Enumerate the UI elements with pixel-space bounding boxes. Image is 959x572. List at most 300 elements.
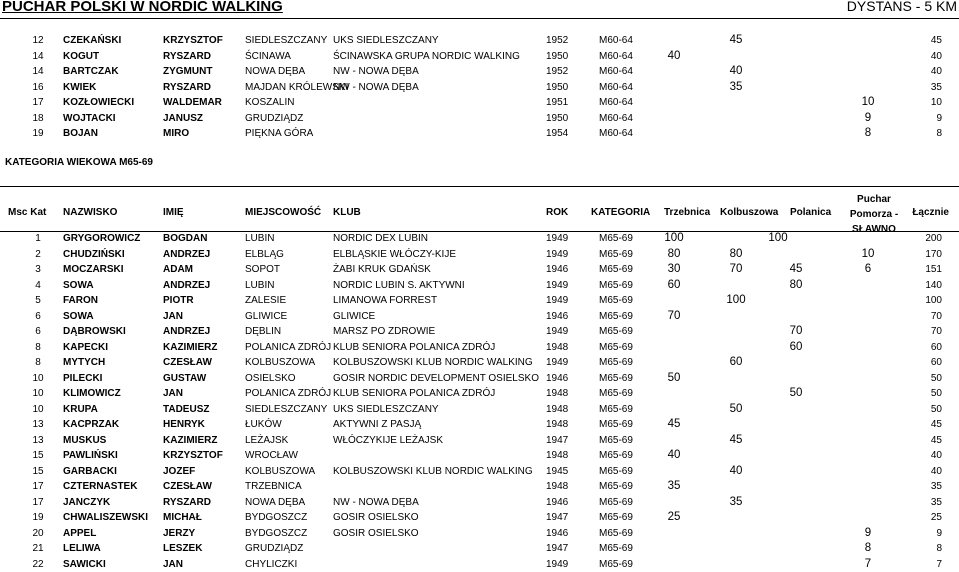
total-points-cell: 45 [930, 434, 942, 446]
city-cell: GRUDZIĄDZ [245, 543, 304, 554]
position-cell: 8 [35, 341, 41, 353]
kolbuszowa-points-cell: 45 [729, 433, 743, 446]
city-cell: ŚCINAWA [245, 50, 291, 62]
category-cell: M65-69 [599, 279, 633, 291]
table-row [0, 80, 959, 96]
year-cell: 1950 [546, 81, 569, 93]
table-row [0, 247, 959, 263]
col-header-first: IMIĘ [163, 207, 184, 218]
city-cell: POLANICA ZDRÓJ [245, 341, 332, 353]
category-cell: M65-69 [599, 341, 633, 353]
city-cell: DĘBLIN [245, 326, 282, 337]
position-cell: 14 [32, 50, 44, 62]
city-cell: NOWA DĘBA [245, 66, 306, 77]
trzebnica-points-cell: 40 [667, 49, 681, 62]
position-cell: 4 [35, 279, 41, 291]
col-header-kolbuszowa: Kolbuszowa [720, 207, 779, 218]
surname-cell: FARON [63, 295, 98, 306]
city-cell: NOWA DĘBA [245, 496, 306, 508]
position-cell: 10 [32, 372, 44, 384]
puchar-pomorza-points-cell: 8 [864, 127, 872, 139]
club-cell: GOSIR OSIELSKO [333, 512, 419, 523]
distance-label: DYSTANS - 5 KM [846, 0, 957, 14]
surname-cell: SOWA [63, 279, 94, 291]
table-row [0, 293, 959, 309]
total-points-cell: 40 [930, 50, 942, 62]
year-cell: 1949 [546, 295, 569, 306]
total-points-cell: 40 [930, 450, 942, 461]
col-header-puchar-line3: SŁAWNO [852, 224, 896, 235]
surname-cell: DĄBROWSKI [63, 326, 126, 337]
position-cell: 18 [32, 112, 44, 124]
table-row [0, 340, 959, 356]
surname-cell: MOCZARSKI [63, 264, 124, 275]
kolbuszowa-points-cell: 50 [729, 402, 743, 415]
city-cell: CHYLICZKI [245, 558, 298, 570]
category-cell: M65-69 [599, 419, 633, 430]
kolbuszowa-points-cell: 45 [729, 34, 743, 46]
surname-cell: KWIEK [63, 81, 97, 93]
firstname-cell: KAZIMIERZ [163, 434, 218, 446]
firstname-cell: KRZYSZTOF [163, 35, 223, 46]
polanica-points-cell: 70 [789, 325, 803, 337]
total-points-cell: 45 [930, 419, 942, 430]
surname-cell: PAWLIŃSKI [63, 450, 118, 461]
puchar-pomorza-points-cell: 8 [864, 542, 872, 554]
total-points-cell: 8 [936, 128, 942, 139]
category-cell: M65-69 [599, 388, 633, 399]
city-cell: KOSZALIN [245, 97, 295, 108]
results-table-m60-64 [0, 33, 959, 142]
surname-cell: KACPRZAK [63, 419, 120, 430]
total-points-cell: 35 [930, 481, 942, 492]
position-cell: 19 [32, 512, 44, 523]
surname-cell: CHWALISZEWSKI [63, 512, 148, 523]
page-header [0, 0, 959, 19]
col-header-polanica: Polanica [790, 207, 832, 218]
year-cell: 1949 [546, 279, 569, 291]
position-cell: 10 [32, 403, 44, 415]
position-cell: 19 [32, 128, 44, 139]
table-row [0, 111, 959, 127]
col-header-puchar-line1: Puchar [857, 194, 891, 205]
col-header-total: Łącznie [912, 207, 949, 218]
firstname-cell: JERZY [163, 527, 196, 539]
col-header-city: MIEJSCOWOŚĆ [245, 207, 322, 218]
total-points-cell: 60 [930, 357, 942, 368]
table-row [0, 371, 959, 387]
firstname-cell: JAN [163, 388, 184, 399]
firstname-cell: HENRYK [163, 419, 205, 430]
table-row [0, 355, 959, 371]
table-row [0, 309, 959, 325]
year-cell: 1948 [546, 403, 569, 415]
total-points-cell: 9 [936, 527, 942, 539]
total-points-cell: 70 [930, 310, 942, 322]
category-cell: M65-69 [599, 310, 633, 322]
year-cell: 1952 [546, 35, 569, 46]
col-header-trzebnica: Trzebnica [664, 207, 711, 218]
kolbuszowa-points-cell: 80 [729, 247, 743, 260]
year-cell: 1949 [546, 326, 569, 337]
club-cell: LIMANOWA FORREST [333, 295, 438, 306]
club-cell: ŚCINAWSKA GRUPA NORDIC WALKING [333, 50, 520, 62]
club-cell: UKS SIEDLESZCZANY [333, 35, 439, 46]
total-points-cell: 50 [930, 403, 942, 415]
position-cell: 6 [35, 326, 41, 337]
trzebnica-points-cell: 100 [664, 232, 684, 244]
city-cell: BYDGOSZCZ [245, 527, 308, 539]
trzebnica-points-cell: 70 [667, 309, 681, 322]
year-cell: 1951 [546, 97, 569, 108]
total-points-cell: 10 [930, 97, 942, 108]
surname-cell: GARBACKI [63, 465, 117, 477]
surname-cell: MYTYCH [63, 357, 106, 368]
total-points-cell: 25 [930, 512, 942, 523]
puchar-pomorza-points-cell: 10 [861, 247, 875, 260]
surname-cell: APPEL [63, 527, 97, 539]
category-cell: M65-69 [599, 372, 633, 384]
club-cell: KLUB SENIORA POLANICA ZDRÓJ [333, 341, 496, 353]
category-cell: M65-69 [599, 450, 633, 461]
position-cell: 17 [32, 481, 44, 492]
category-cell: M65-69 [599, 465, 633, 477]
puchar-pomorza-points-cell: 10 [861, 96, 875, 108]
city-cell: ZALESIE [245, 295, 287, 306]
kolbuszowa-points-cell: 35 [729, 80, 743, 93]
col-header-puchar-line2: Pomorza - [849, 209, 899, 220]
year-cell: 1946 [546, 372, 569, 384]
club-cell: MARSZ PO ZDROWIE [333, 326, 436, 337]
position-cell: 20 [32, 527, 44, 539]
firstname-cell: JANUSZ [163, 112, 204, 124]
city-cell: POLANICA ZDRÓJ [245, 388, 332, 399]
surname-cell: KRUPA [63, 403, 98, 415]
category-cell: M65-69 [599, 434, 633, 446]
trzebnica-points-cell: 35 [667, 480, 681, 492]
total-points-cell: 8 [936, 543, 942, 554]
year-cell: 1946 [546, 496, 569, 508]
club-cell: NW - NOWA DĘBA [333, 66, 419, 77]
total-points-cell: 9 [936, 112, 942, 124]
year-cell: 1954 [546, 128, 569, 139]
year-cell: 1946 [546, 310, 569, 322]
table-row [0, 557, 959, 572]
club-cell: NORDIC DEX LUBIN [333, 233, 429, 244]
table-row [0, 33, 959, 49]
surname-cell: CHUDZIŃSKI [63, 248, 125, 260]
total-points-cell: 151 [925, 264, 942, 275]
total-points-cell: 50 [930, 372, 942, 384]
club-cell: GLIWICE [333, 310, 376, 322]
position-cell: 13 [32, 434, 44, 446]
table-row [0, 541, 959, 557]
position-cell: 5 [35, 295, 41, 306]
total-points-cell: 170 [925, 248, 942, 260]
club-cell: AKTYWNI Z PASJĄ [333, 419, 422, 430]
position-cell: 17 [32, 97, 44, 108]
surname-cell: SOWA [63, 310, 94, 322]
category-cell: M65-69 [599, 481, 633, 492]
position-cell: 17 [32, 496, 44, 508]
trzebnica-points-cell: 50 [667, 371, 681, 384]
city-cell: GRUDZIĄDZ [245, 112, 304, 124]
position-cell: 3 [35, 264, 41, 275]
position-cell: 10 [32, 388, 44, 399]
category-cell: M60-64 [599, 35, 633, 46]
club-cell: KOLBUSZOWSKI KLUB NORDIC WALKING [333, 357, 533, 368]
total-points-cell: 40 [930, 465, 942, 477]
firstname-cell: PIOTR [163, 295, 194, 306]
city-cell: TRZEBNICA [245, 481, 302, 492]
year-cell: 1949 [546, 357, 569, 368]
firstname-cell: ADAM [163, 264, 193, 275]
firstname-cell: ANDRZEJ [163, 326, 211, 337]
city-cell: LUBIN [245, 233, 275, 244]
city-cell: BYDGOSZCZ [245, 512, 308, 523]
table-row [0, 126, 959, 142]
category-cell: M65-69 [599, 543, 633, 554]
position-cell: 21 [32, 543, 44, 554]
table-row [0, 479, 959, 495]
position-cell: 1 [35, 233, 41, 244]
year-cell: 1949 [546, 558, 569, 570]
club-cell: UKS SIEDLESZCZANY [333, 403, 439, 415]
total-points-cell: 60 [930, 341, 942, 353]
surname-cell: PILECKI [63, 372, 103, 384]
firstname-cell: JAN [163, 310, 184, 322]
firstname-cell: BOGDAN [163, 233, 208, 244]
col-header-year: ROK [546, 207, 569, 218]
firstname-cell: RYSZARD [163, 50, 211, 62]
firstname-cell: MIRO [163, 128, 190, 139]
table-row [0, 262, 959, 278]
position-cell: 15 [32, 450, 44, 461]
year-cell: 1948 [546, 388, 569, 399]
total-points-cell: 40 [930, 66, 942, 77]
trzebnica-points-cell: 45 [667, 418, 681, 430]
puchar-pomorza-points-cell: 9 [864, 111, 872, 124]
city-cell: SIEDLESZCZANY [245, 403, 328, 415]
firstname-cell: TADEUSZ [163, 403, 210, 415]
position-cell: 12 [32, 35, 44, 46]
year-cell: 1950 [546, 112, 569, 124]
club-cell: KOLBUSZOWSKI KLUB NORDIC WALKING [333, 465, 533, 477]
trzebnica-points-cell: 25 [667, 511, 681, 523]
club-cell: KLUB SENIORA POLANICA ZDRÓJ [333, 388, 496, 399]
year-cell: 1946 [546, 264, 569, 275]
surname-cell: WOJTACKI [63, 112, 116, 124]
city-cell: GLIWICE [245, 310, 288, 322]
club-cell: NORDIC LUBIN S. AKTYWNI [333, 279, 465, 291]
year-cell: 1949 [546, 248, 569, 260]
year-cell: 1948 [546, 341, 569, 353]
position-cell: 16 [32, 81, 44, 93]
city-cell: SOPOT [245, 264, 281, 275]
category-cell: M65-69 [599, 295, 633, 306]
table-row [0, 231, 959, 247]
firstname-cell: RYSZARD [163, 496, 211, 508]
surname-cell: KOGUT [63, 50, 100, 62]
category-cell: M65-69 [599, 326, 633, 337]
club-cell: GOSIR OSIELSKO [333, 527, 419, 539]
category-cell: M60-64 [599, 50, 633, 62]
category-cell: M60-64 [599, 97, 633, 108]
category-cell: M65-69 [599, 264, 633, 275]
surname-cell: CZTERNASTEK [63, 481, 138, 492]
total-points-cell: 100 [925, 295, 942, 306]
year-cell: 1947 [546, 512, 569, 523]
city-cell: OSIELSKO [245, 372, 296, 384]
total-points-cell: 50 [930, 388, 942, 399]
surname-cell: BARTCZAK [63, 66, 119, 77]
firstname-cell: KAZIMIERZ [163, 341, 218, 353]
firstname-cell: CZESŁAW [163, 481, 212, 492]
club-cell: ŻABI KRUK GDAŃSK [333, 264, 431, 275]
category-cell: M65-69 [599, 403, 633, 415]
surname-cell: BOJAN [63, 128, 99, 139]
year-cell: 1948 [546, 419, 569, 430]
city-cell: KOLBUSZOWA [245, 357, 316, 368]
club-cell: NW - NOWA DĘBA [333, 81, 419, 93]
category-cell: M65-69 [599, 527, 633, 539]
trzebnica-points-cell: 60 [667, 278, 681, 291]
col-header-cat: KATEGORIA [591, 207, 651, 218]
table-row [0, 386, 959, 402]
firstname-cell: JOZEF [163, 465, 196, 477]
city-cell: SIEDLESZCZANY [245, 35, 328, 46]
category-cell: M60-64 [599, 128, 633, 139]
position-cell: 14 [32, 66, 44, 77]
city-cell: KOLBUSZOWA [245, 465, 316, 477]
kolbuszowa-points-cell: 100 [726, 294, 746, 306]
surname-cell: SAWICKI [63, 558, 106, 570]
table-row [0, 495, 959, 511]
position-cell: 22 [32, 558, 44, 570]
document-title: PUCHAR POLSKI W NORDIC WALKING [2, 0, 283, 15]
club-cell: WŁÓCZYKIJE LEŻAJSK [333, 434, 444, 446]
category-cell: M65-69 [599, 512, 633, 523]
trzebnica-points-cell: 80 [667, 247, 681, 260]
polanica-points-cell: 50 [789, 387, 803, 399]
year-cell: 1945 [546, 465, 569, 477]
total-points-cell: 35 [930, 81, 942, 93]
city-cell: WROCŁAW [245, 450, 298, 461]
total-points-cell: 35 [930, 496, 942, 508]
category-cell: M60-64 [599, 81, 633, 93]
puchar-pomorza-points-cell: 9 [864, 526, 872, 539]
surname-cell: CZEKAŃSKI [63, 35, 122, 46]
city-cell: LEŻAJSK [245, 434, 289, 446]
city-cell: LUBIN [245, 279, 275, 291]
total-points-cell: 45 [930, 35, 942, 46]
firstname-cell: CZESŁAW [163, 357, 212, 368]
position-cell: 2 [35, 248, 41, 260]
category-cell: M65-69 [599, 233, 633, 244]
polanica-points-cell: 45 [789, 263, 803, 275]
surname-cell: KOZŁOWIECKI [63, 97, 135, 108]
category-cell: M65-69 [599, 558, 633, 570]
table-row [0, 402, 959, 418]
col-header-pos: Msc Kat [8, 207, 47, 218]
extra-points-cell: 100 [768, 232, 788, 244]
year-cell: 1947 [546, 543, 569, 554]
category-cell: M65-69 [599, 496, 633, 508]
puchar-pomorza-points-cell: 6 [864, 263, 872, 275]
kolbuszowa-points-cell: 35 [729, 495, 743, 508]
firstname-cell: ANDRZEJ [163, 279, 211, 291]
table-row [0, 324, 959, 340]
position-cell: 8 [35, 357, 41, 368]
category-cell: M65-69 [599, 248, 633, 260]
kolbuszowa-points-cell: 60 [729, 356, 743, 368]
puchar-pomorza-points-cell: 7 [864, 557, 872, 570]
year-cell: 1948 [546, 450, 569, 461]
kolbuszowa-points-cell: 70 [729, 263, 743, 275]
table-row [0, 64, 959, 80]
col-header-club: KLUB [333, 207, 361, 218]
surname-cell: GRYGOROWICZ [63, 233, 141, 244]
table-row [0, 417, 959, 433]
surname-cell: KAPECKI [63, 341, 109, 353]
position-cell: 13 [32, 419, 44, 430]
position-cell: 6 [35, 310, 41, 322]
trzebnica-points-cell: 30 [667, 263, 681, 275]
table-row [0, 95, 959, 111]
club-cell: GOSIR NORDIC DEVELOPMENT OSIELSKO [333, 372, 539, 384]
kolbuszowa-points-cell: 40 [729, 65, 743, 77]
category-title: KATEGORIA WIEKOWA M65-69 [5, 157, 153, 168]
year-cell: 1950 [546, 50, 569, 62]
city-cell: PIĘKNA GÓRA [245, 128, 314, 139]
city-cell: ELBLĄG [245, 248, 284, 260]
firstname-cell: KRZYSZTOF [163, 450, 223, 461]
polanica-points-cell: 80 [789, 278, 803, 291]
surname-cell: LELIWA [63, 543, 101, 554]
position-cell: 15 [32, 465, 44, 477]
firstname-cell: LESZEK [163, 543, 203, 554]
firstname-cell: ANDRZEJ [163, 248, 211, 260]
kolbuszowa-points-cell: 40 [729, 464, 743, 477]
club-cell: ELBLĄSKIE WŁÓCZY-KIJE [333, 248, 457, 260]
total-points-cell: 140 [925, 279, 942, 291]
category-cell: M60-64 [599, 112, 633, 124]
firstname-cell: WALDEMAR [163, 97, 222, 108]
year-cell: 1949 [546, 233, 569, 244]
trzebnica-points-cell: 40 [667, 449, 681, 461]
city-cell: MAJDAN KRÓLEWSKI [245, 81, 349, 93]
club-cell: NW - NOWA DĘBA [333, 496, 419, 508]
year-cell: 1948 [546, 481, 569, 492]
polanica-points-cell: 60 [789, 340, 803, 353]
table-row [0, 464, 959, 480]
table-row [0, 49, 959, 65]
table-row [0, 448, 959, 464]
firstname-cell: MICHAŁ [163, 512, 202, 523]
table-row [0, 278, 959, 294]
surname-cell: KLIMOWICZ [63, 388, 121, 399]
total-points-cell: 200 [925, 233, 942, 244]
table-row [0, 433, 959, 449]
category-cell: M60-64 [599, 66, 633, 77]
table-row [0, 510, 959, 526]
firstname-cell: RYSZARD [163, 81, 211, 93]
col-header-name: NAZWISKO [63, 207, 118, 218]
results-table-m65-69 [0, 231, 959, 572]
surname-cell: MUSKUS [63, 434, 107, 446]
year-cell: 1947 [546, 434, 569, 446]
category-cell: M65-69 [599, 357, 633, 368]
